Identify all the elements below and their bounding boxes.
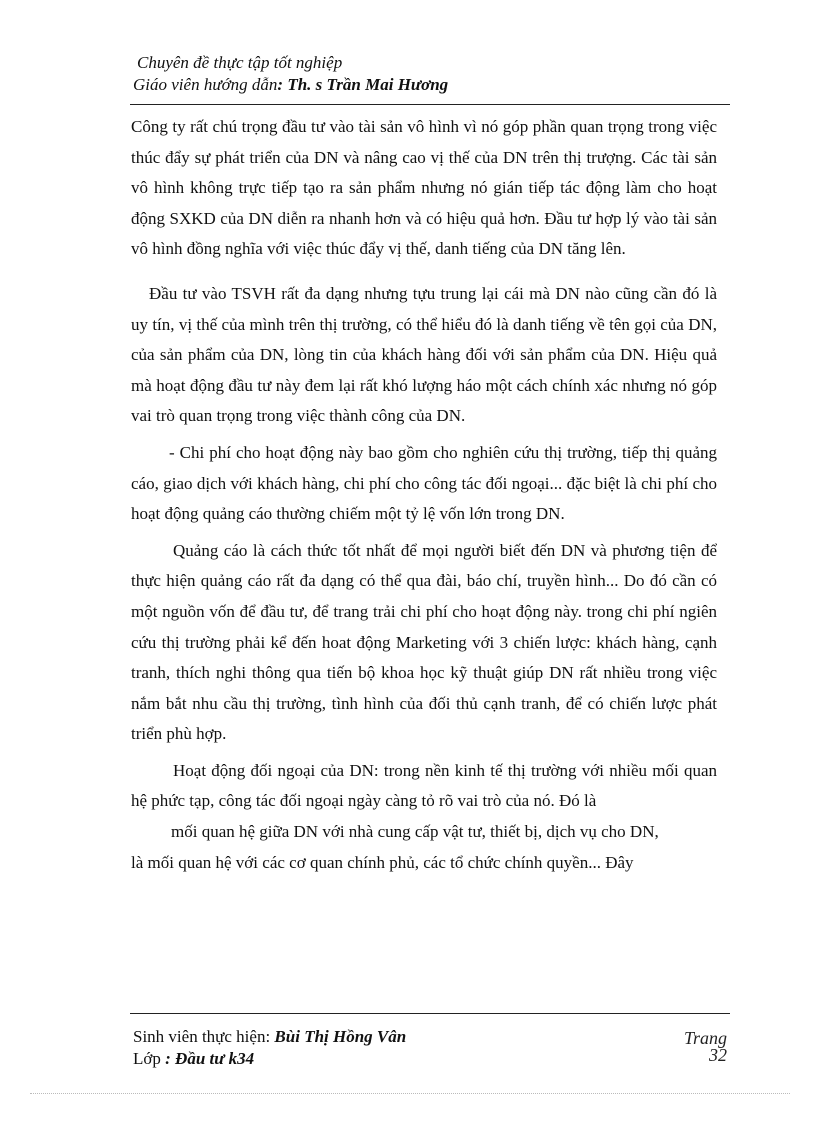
student-label: Sinh viên thực hiện: — [133, 1027, 271, 1046]
page-indicator — [684, 1030, 727, 1064]
student-name: Bùi Thị Hồng Vân — [274, 1027, 407, 1046]
paragraph-3: - Chi phí cho hoạt động này bao gồm cho nghiên cứu thị trường, tiếp thị quảng cáo, giao dịch với khách hàng, chi phí cho công tác đối ngoại... đặc biệt là chi phí cho hoạt động quảng cáo thường chiếm một tỷ lệ vốn lớn trong DN. — [131, 442, 717, 524]
advisor-label: Giáo viên hướng dẫn — [133, 75, 278, 94]
page-footer — [133, 1026, 733, 1070]
page-header — [133, 52, 733, 96]
footer-student — [133, 1026, 733, 1048]
paragraph-4: Quảng cáo là cách thức tốt nhất để mọi người biết đến DN và phương tiện để thực hiện quảng cáo rất đa dạng có thể qua đài, báo chí, truyền hình... Do đó cần có một nguồn vốn để đầu tư, để trang trải chi phí cho hoạt động này. trong chi phí ngiên cứu thị trường phải kể đến hoat động Marketing với 3 chiến lược: khách hàng, cạnh tranh, thích nghi thông qua tiến bộ khoa học kỹ thuật giúp DN rất nhiều trong việc nắm bắt nhu cầu thị trường, tình hình của đối thủ cạnh tranh, để có chiến lược phát triển phù hợp. — [131, 540, 717, 744]
page-bottom-border — [30, 1093, 790, 1094]
paragraph-5-end: là mối quan hệ với các cơ quan chính phủ, các tổ chức chính quyền... Đây — [131, 852, 634, 872]
paragraph-2: Đầu tư vào TSVH rất đa dạng nhưng tựu trung lại cái mà DN nào cũng cần đó là uy tín, vị thế của mình trên thị trường, có thể hiểu đó là danh tiếng về tên gọi của DN, của sản phẩm của DN, lòng tin của khách hàng đối với sản phẩm của DN. Hiệu quả mà hoạt động đầu tư này đem lại rất khó lượng háo một cách chính xác nhưng nó góp vai trò quan trọng trong việc thành công của DN. — [131, 283, 717, 426]
footer-rule — [130, 1013, 730, 1014]
class-name: : Đầu tư k34 — [165, 1049, 255, 1068]
paragraph-5-continued: mối quan hệ giữa DN với nhà cung cấp vật tư, thiết bị, dịch vụ cho DN, — [171, 822, 659, 842]
page-body — [131, 112, 717, 878]
header-topic: Chuyên đề thực tập tốt nghiệp — [137, 53, 343, 72]
header-advisor — [133, 74, 733, 96]
paragraph-1: Công ty rất chú trọng đầu tư vào tài sản vô hình vì nó góp phần quan trọng trong việc thúc đẩy sự phát triển của DN và nâng cao vị thế của DN trên thị trượng. Các tài sản vô hình không trực tiếp tạo ra sản phẩm nhưng nó gián tiếp tác động làm cho hoạt động SXKD của DN diễn ra nhanh hơn và có hiệu quả hơn. Đầu tư hợp lý vào tài sản vô hình đồng nghĩa với việc thúc đẩy vị thế, danh tiếng của DN tăng lên. — [131, 117, 717, 259]
class-label: Lớp — [133, 1049, 161, 1068]
header-rule — [130, 104, 730, 105]
footer-class — [133, 1045, 733, 1070]
page-label: Trang — [684, 1028, 728, 1048]
page-number: 32 — [709, 1045, 728, 1065]
paragraph-5: Hoạt động đối ngoại của DN: trong nền kinh tế thị trường với nhiều mối quan hệ phức tạp, công tác đối ngoại ngày càng tỏ rõ vai trò của nó. Đó là — [131, 760, 717, 811]
advisor-name: : Th. s Trần Mai Hương — [277, 75, 449, 94]
